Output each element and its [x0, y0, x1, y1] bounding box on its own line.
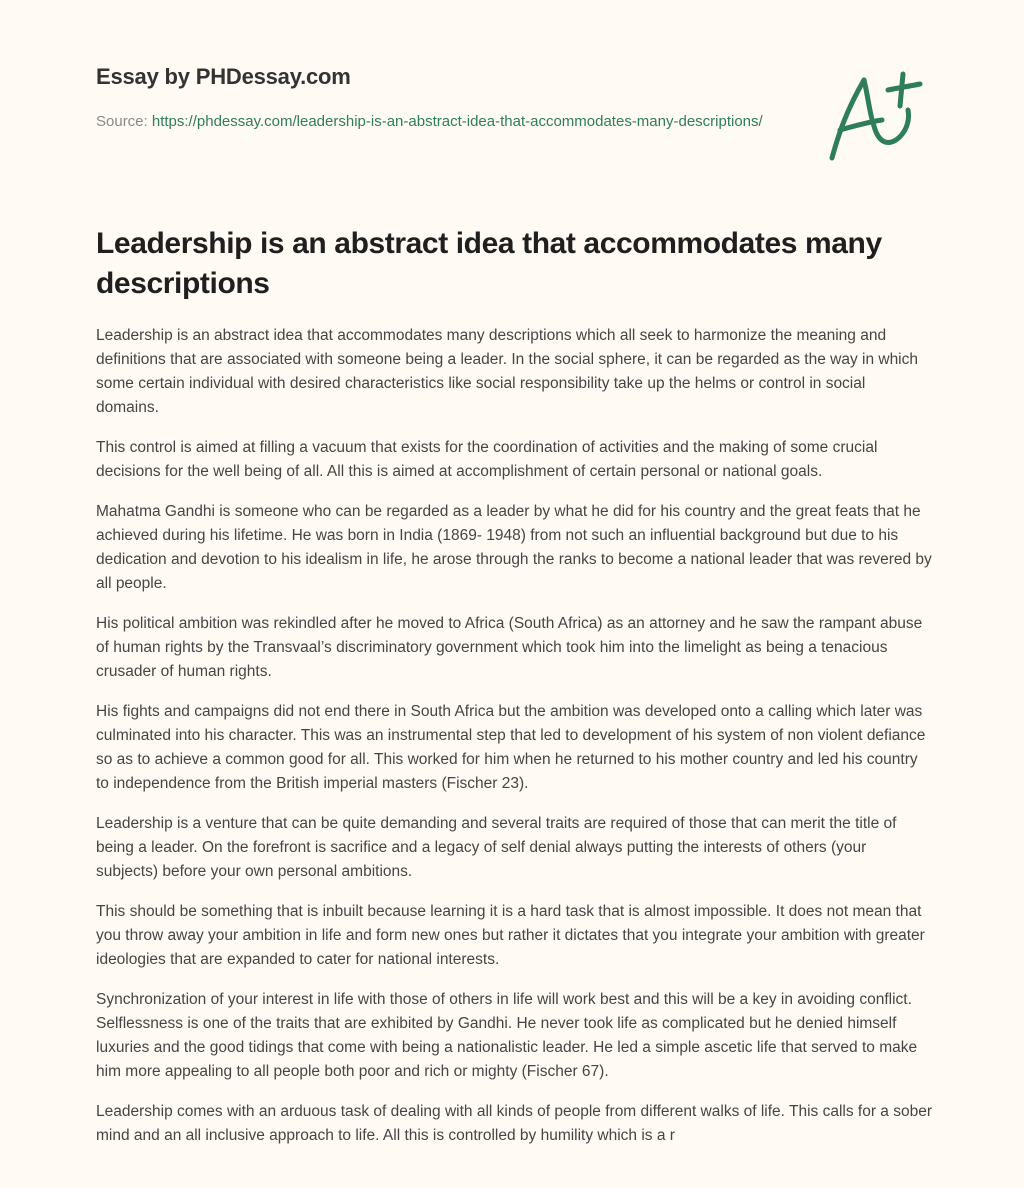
- source-line: [96, 110, 776, 134]
- essay-paragraph-7: This should be something that is inbuilt because learning it is a hard task that is almost impossible. It does not mean that you throw away your ambition in life and form new ones but rather it dictates that you integrate your ambition with greater ideologies that are expanded to cater for national interests.: [96, 903, 925, 968]
- essay-paragraph-1: Leadership is an abstract idea that accommodates many descriptions which all seek to harmonize the meaning and definitions that are associated with someone being a leader. In the social sphere, it can be regarded as the way in which some certain individual with desired characteristics like social responsibility take up the helms or control in social domains.: [96, 327, 918, 416]
- essay-paragraph-8: Synchronization of your interest in life with those of others in life will work best and this will be a key in avoiding conflict. Selflessness is one of the traits that are exhibited by Gandhi. He never took life as complicated but he denied himself luxuries and the good tidings that come with being a nationalistic leader. He led a simple ascetic life that served to make him more appealing to all people both poor and rich or mighty (Fischer 67).: [96, 991, 918, 1080]
- page-header: [96, 0, 928, 200]
- essay-paragraph-9: Leadership comes with an arduous task of dealing with all kinds of people from different walks of life. This calls for a sober mind and an all inclusive approach to life. All this is controlled by humility which is a r: [96, 1103, 933, 1144]
- brand-title: Essay by PHDessay.com: [96, 64, 351, 89]
- source-label: Source:: [96, 113, 152, 130]
- essay-paragraph-3: Mahatma Gandhi is someone who can be regarded as a leader by what he did for his country and the great feats that he achieved during his lifetime. He was born in India (1869- 1948) from not such an influential background but due to his dedication and devotion to his idealism in life, he arose through the ranks to become a national leader that was revered by all people.: [96, 503, 932, 592]
- a-plus-grade-icon: [824, 66, 928, 166]
- essay-paragraph-5: His fights and campaigns did not end there in South Africa but the ambition was developed onto a calling which later was culminated into his character. This was an instrumental step that led to development of his system of non violent defiance so as to achieve a common good for all. This worked for him when he returned to his mother country and led his country to independence from the British imperial masters (Fischer 23).: [96, 703, 926, 792]
- essay-title: Leadership is an abstract idea that accommodates many descriptions: [96, 227, 882, 300]
- essay-page: [96, 0, 933, 1144]
- essay-paragraph-4: His political ambition was rekindled after he moved to Africa (South Africa) as an attorney and he saw the rampant abuse of human rights by the Transvaal’s discriminatory government which took him into the limelight as being a tenacious crusader of human rights.: [96, 615, 923, 680]
- essay-paragraph-6: Leadership is a venture that can be quite demanding and several traits are required of those that can merit the title of being a leader. On the forefront is sacrifice and a legacy of self denial always putting the interests of others (your subjects) before your own personal ambitions.: [96, 815, 897, 880]
- source-link[interactable]: https://phdessay.com/leadership-is-an-abstract-idea-that-accommodates-many-descriptions/: [151, 113, 763, 130]
- essay-paragraph-2: This control is aimed at filling a vacuum that exists for the coordination of activities and the making of some crucial decisions for the well being of all. All this is aimed at accomplishment of certain personal or national goals.: [96, 439, 878, 480]
- essay-body: [96, 324, 932, 1164]
